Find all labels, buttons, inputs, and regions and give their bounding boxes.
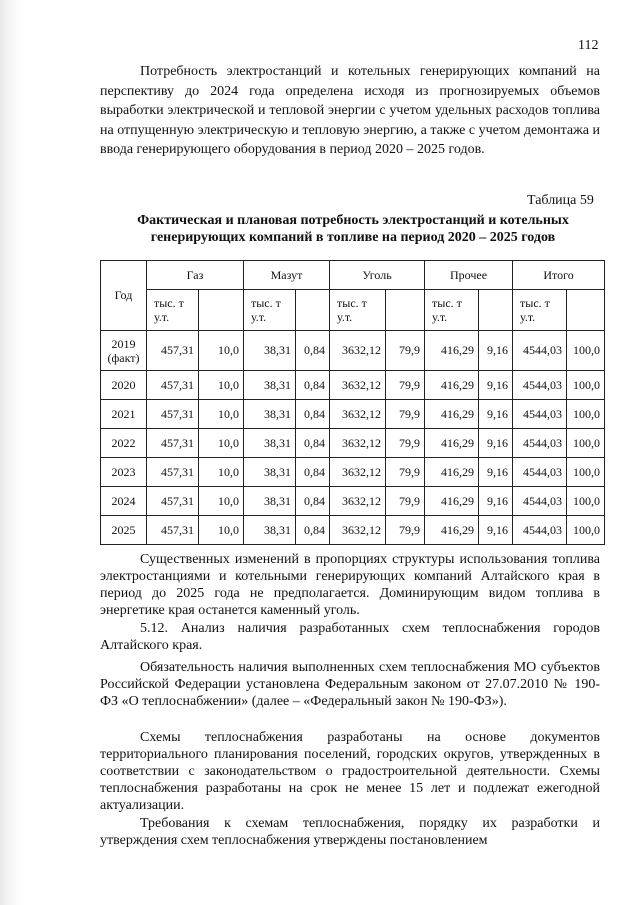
mazut-pct-cell: 0,84 bbox=[296, 400, 330, 429]
col-gas-header: Газ bbox=[147, 261, 244, 290]
gas-val-cell: 457,31 bbox=[147, 429, 199, 458]
total-pct-cell: 100,0 bbox=[567, 429, 605, 458]
empty-cell bbox=[386, 290, 425, 331]
paragraph-schemes-basis: Схемы теплоснабжения разработаны на основе документов территориального планирования поселений, городских округов, утвержденных в соответствии с законодательством о градостроительной деятельности. Схемы теплоснабжения разработаны на срок не менее 15 лет и подлежат ежегодной актуализации. bbox=[100, 730, 600, 813]
other-pct-cell: 9,16 bbox=[479, 516, 513, 545]
other-val-cell: 416,29 bbox=[425, 371, 479, 400]
total-pct-cell: 100,0 bbox=[567, 331, 605, 371]
col-mazut-header: Мазут bbox=[244, 261, 330, 290]
mazut-pct-cell: 0,84 bbox=[296, 429, 330, 458]
table-title: Фактическая и плановая потребность электростанций и котельных генерирующих компаний в топливе на период 2020 – 2025 годов bbox=[137, 213, 569, 245]
table-row bbox=[101, 429, 605, 458]
other-val-cell: 416,29 bbox=[425, 516, 479, 545]
col-coal-header: Уголь bbox=[330, 261, 425, 290]
other-pct-cell: 9,16 bbox=[479, 458, 513, 487]
coal-pct-cell: 79,9 bbox=[386, 458, 425, 487]
table-row bbox=[101, 331, 605, 371]
coal-val-cell: 3632,12 bbox=[330, 458, 386, 487]
mazut-pct-cell: 0,84 bbox=[296, 458, 330, 487]
mazut-pct-cell: 0,84 bbox=[296, 487, 330, 516]
other-pct-cell: 9,16 bbox=[479, 487, 513, 516]
gas-val-cell: 457,31 bbox=[147, 331, 199, 371]
total-pct-cell: 100,0 bbox=[567, 516, 605, 545]
total-pct-cell: 100,0 bbox=[567, 458, 605, 487]
other-val-cell: 416,29 bbox=[425, 458, 479, 487]
other-val-cell: 416,29 bbox=[425, 331, 479, 371]
gas-pct-cell: 10,0 bbox=[199, 487, 244, 516]
coal-val-cell: 3632,12 bbox=[330, 331, 386, 371]
empty-cell bbox=[296, 290, 330, 331]
other-pct-cell: 9,16 bbox=[479, 371, 513, 400]
coal-pct-cell: 79,9 bbox=[386, 516, 425, 545]
gas-pct-cell: 10,0 bbox=[199, 371, 244, 400]
page-number: 112 bbox=[578, 38, 599, 53]
mazut-pct-cell: 0,84 bbox=[296, 516, 330, 545]
col-other-header: Прочее bbox=[425, 261, 513, 290]
year-cell: 2024 bbox=[101, 487, 147, 516]
other-pct-cell: 9,16 bbox=[479, 429, 513, 458]
total-val-cell: 4544,03 bbox=[513, 458, 567, 487]
gas-pct-cell: 10,0 bbox=[199, 400, 244, 429]
mazut-val-cell: 38,31 bbox=[244, 429, 296, 458]
coal-val-cell: 3632,12 bbox=[330, 516, 386, 545]
table-row bbox=[101, 371, 605, 400]
coal-val-cell: 3632,12 bbox=[330, 400, 386, 429]
scan-edge-shadow bbox=[0, 0, 24, 905]
table-unit-row bbox=[101, 290, 605, 331]
other-val-cell: 416,29 bbox=[425, 400, 479, 429]
gas-val-cell: 457,31 bbox=[147, 487, 199, 516]
col-year-header: Год bbox=[101, 261, 147, 331]
year-cell: 2022 bbox=[101, 429, 147, 458]
empty-cell bbox=[479, 290, 513, 331]
unit-cell: тыс. т у.т. bbox=[425, 290, 479, 331]
coal-pct-cell: 79,9 bbox=[386, 371, 425, 400]
total-pct-cell: 100,0 bbox=[567, 487, 605, 516]
other-pct-cell: 9,16 bbox=[479, 331, 513, 371]
year-cell: 2020 bbox=[101, 371, 147, 400]
other-pct-cell: 9,16 bbox=[479, 400, 513, 429]
mazut-val-cell: 38,31 bbox=[244, 487, 296, 516]
col-total-header: Итого bbox=[513, 261, 605, 290]
gas-pct-cell: 10,0 bbox=[199, 516, 244, 545]
unit-cell: тыс. т у.т. bbox=[513, 290, 567, 331]
gas-pct-cell: 10,0 bbox=[199, 458, 244, 487]
mazut-val-cell: 38,31 bbox=[244, 371, 296, 400]
unit-cell: тыс. т у.т. bbox=[244, 290, 296, 331]
gas-val-cell: 457,31 bbox=[147, 400, 199, 429]
total-val-cell: 4544,03 bbox=[513, 429, 567, 458]
mazut-pct-cell: 0,84 bbox=[296, 331, 330, 371]
mazut-pct-cell: 0,84 bbox=[296, 371, 330, 400]
total-pct-cell: 100,0 bbox=[567, 371, 605, 400]
empty-cell bbox=[199, 290, 244, 331]
empty-cell bbox=[567, 290, 605, 331]
total-val-cell: 4544,03 bbox=[513, 516, 567, 545]
other-val-cell: 416,29 bbox=[425, 429, 479, 458]
table-header-row bbox=[101, 261, 605, 290]
mazut-val-cell: 38,31 bbox=[244, 458, 296, 487]
unit-cell: тыс. т у.т. bbox=[147, 290, 199, 331]
gas-val-cell: 457,31 bbox=[147, 371, 199, 400]
gas-pct-cell: 10,0 bbox=[199, 429, 244, 458]
total-val-cell: 4544,03 bbox=[513, 371, 567, 400]
mazut-val-cell: 38,31 bbox=[244, 516, 296, 545]
total-val-cell: 4544,03 bbox=[513, 487, 567, 516]
table-row bbox=[101, 458, 605, 487]
coal-val-cell: 3632,12 bbox=[330, 371, 386, 400]
mazut-val-cell: 38,31 bbox=[244, 400, 296, 429]
coal-pct-cell: 79,9 bbox=[386, 400, 425, 429]
total-pct-cell: 100,0 bbox=[567, 400, 605, 429]
fuel-consumption-table bbox=[100, 260, 605, 545]
paragraph-structure: Существенных изменений в пропорциях структуры использования топлива электростанциями и котельными генерирующих компаний Алтайского края в период до 2025 года не предполагается. Доминирующим видом топлива в энергетике края останется каменный уголь. bbox=[100, 552, 600, 618]
intro-paragraph: Потребность электростанций и котельных генерирующих компаний на перспективу до 2024 года определена исходя из прогнозируемых объемов выработки электрической и тепловой энергии с учетом удельных расходов топлива на отпущенную электрическую и тепловую энергию, а также с учетом демонтажа и ввода генерирующего оборудования в период 2020 – 2025 годов. bbox=[100, 64, 600, 157]
year-cell: 2019 (факт) bbox=[101, 331, 147, 371]
paragraph-requirements: Требования к схемам теплоснабжения, порядку их разработки и утверждения схем теплоснабжения утверждены постановлением bbox=[100, 816, 600, 848]
unit-cell: тыс. т у.т. bbox=[330, 290, 386, 331]
coal-pct-cell: 79,9 bbox=[386, 487, 425, 516]
table-label: Таблица 59 bbox=[527, 193, 594, 208]
total-val-cell: 4544,03 bbox=[513, 400, 567, 429]
gas-val-cell: 457,31 bbox=[147, 516, 199, 545]
other-val-cell: 416,29 bbox=[425, 487, 479, 516]
gas-pct-cell: 10,0 bbox=[199, 331, 244, 371]
paragraph-section-heading: 5.12. Анализ наличия разработанных схем теплоснабжения городов Алтайского края. bbox=[100, 621, 600, 653]
year-cell: 2021 bbox=[101, 400, 147, 429]
coal-pct-cell: 79,9 bbox=[386, 429, 425, 458]
total-val-cell: 4544,03 bbox=[513, 331, 567, 371]
table-row bbox=[101, 400, 605, 429]
coal-pct-cell: 79,9 bbox=[386, 331, 425, 371]
year-cell: 2025 bbox=[101, 516, 147, 545]
gas-val-cell: 457,31 bbox=[147, 458, 199, 487]
mazut-val-cell: 38,31 bbox=[244, 331, 296, 371]
table-row bbox=[101, 487, 605, 516]
paragraph-federal-law: Обязательность наличия выполненных схем теплоснабжения МО субъектов Российской Федерации установлена Федеральным законом от 27.07.2010 № 190-ФЗ «О теплоснабжении» (далее – «Федеральный закон № 190-ФЗ»). bbox=[100, 660, 600, 709]
coal-val-cell: 3632,12 bbox=[330, 487, 386, 516]
table-row bbox=[101, 516, 605, 545]
year-cell: 2023 bbox=[101, 458, 147, 487]
coal-val-cell: 3632,12 bbox=[330, 429, 386, 458]
